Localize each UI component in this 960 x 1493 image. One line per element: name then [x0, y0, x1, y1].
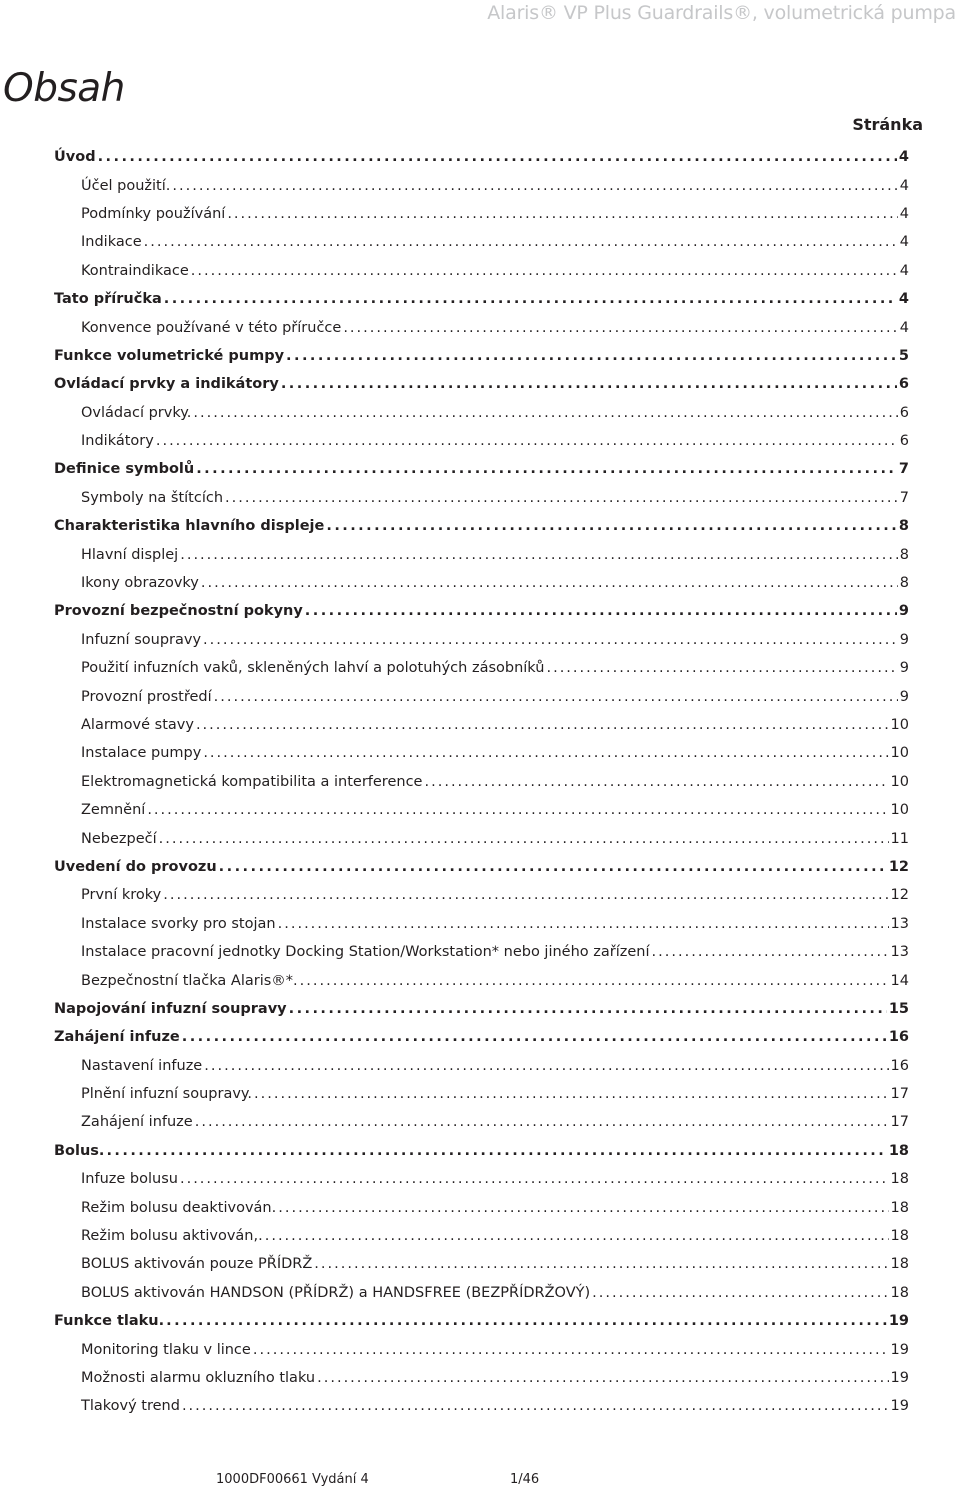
toc-entry-label: Indikátory	[81, 433, 154, 450]
toc-leader-dots	[317, 1370, 888, 1386]
toc-entry-label: Ikony obrazovky	[81, 575, 199, 592]
toc-subsection-entry[interactable]	[54, 171, 909, 199]
toc-section-entry[interactable]	[54, 597, 909, 625]
toc-entry-label: Monitoring tlaku v lince	[81, 1341, 251, 1358]
toc-subsection-entry[interactable]	[54, 313, 909, 341]
toc-entry-label: Instalace pracovní jednotky Docking Station/Workstation* nebo jiného zařízení	[81, 944, 650, 961]
toc-section-entry[interactable]	[54, 1023, 909, 1051]
toc-entry-label: Ovládací prvky a indikátory	[54, 376, 279, 393]
toc-leader-dots	[164, 291, 897, 307]
toc-leader-dots	[286, 348, 897, 364]
toc-section-entry[interactable]	[54, 1307, 909, 1335]
toc-subsection-entry[interactable]	[54, 682, 909, 710]
toc-entry-label: Nebezpečí	[81, 830, 157, 847]
toc-subsection-entry[interactable]	[54, 540, 909, 568]
toc-entry-page: 11	[890, 830, 909, 847]
toc-entry-label: Bezpečnostní tlačka Alaris®*.	[81, 972, 298, 989]
toc-entry-page: 10	[890, 773, 909, 790]
toc-subsection-entry[interactable]	[54, 626, 909, 654]
toc-entry-label: Zemnění	[81, 802, 146, 819]
toc-leader-dots	[219, 859, 887, 875]
toc-entry-page: 18	[888, 1142, 909, 1159]
toc-entry-page: 9	[898, 603, 909, 620]
toc-subsection-entry[interactable]	[54, 711, 909, 739]
toc-section-entry[interactable]	[54, 853, 909, 881]
toc-leader-dots	[182, 1029, 887, 1045]
toc-entry-page: 9	[899, 660, 909, 677]
toc-entry-page: 16	[890, 1057, 909, 1074]
toc-leader-dots	[254, 1086, 889, 1102]
toc-entry-page: 7	[898, 461, 909, 478]
toc-section-entry[interactable]	[54, 285, 909, 313]
toc-entry-page: 8	[899, 575, 909, 592]
toc-subsection-entry[interactable]	[54, 1364, 909, 1392]
toc-section-entry[interactable]	[54, 455, 909, 483]
toc-leader-dots	[278, 916, 889, 932]
toc-leader-dots	[424, 774, 888, 790]
toc-entry-label: BOLUS aktivován pouze PŘÍDRŽ	[81, 1256, 313, 1273]
toc-subsection-entry[interactable]	[54, 569, 909, 597]
toc-subsection-entry[interactable]	[54, 1222, 909, 1250]
toc-leader-dots	[195, 1114, 889, 1130]
toc-entry-page: 12	[888, 858, 909, 875]
toc-subsection-entry[interactable]	[54, 399, 909, 427]
toc-entry-page: 15	[888, 1000, 909, 1017]
toc-leader-dots	[182, 1398, 889, 1414]
toc-subsection-entry[interactable]	[54, 257, 909, 285]
toc-entry-label: Režim bolusu aktivován,.	[81, 1228, 263, 1245]
toc-leader-dots	[281, 376, 897, 392]
toc-entry-label: Provozní prostředí	[81, 688, 212, 705]
toc-entry-label: Instalace pumpy	[81, 745, 202, 762]
toc-entry-page: 13	[890, 915, 909, 932]
toc-subsection-entry[interactable]	[54, 1080, 909, 1108]
toc-subsection-entry[interactable]	[54, 910, 909, 938]
toc-leader-dots	[278, 1200, 888, 1216]
toc-leader-dots	[300, 973, 889, 989]
toc-entry-page: 16	[888, 1029, 909, 1046]
toc-subsection-entry[interactable]	[54, 1279, 909, 1307]
toc-leader-dots	[253, 1342, 889, 1358]
toc-entry-page: 18	[890, 1256, 909, 1273]
toc-leader-dots	[314, 1256, 888, 1272]
toc-subsection-entry[interactable]	[54, 1250, 909, 1278]
toc-entry-label: Elektromagnetická kompatibilita a interference	[81, 773, 423, 790]
toc-entry-page: 18	[890, 1284, 909, 1301]
toc-leader-dots	[203, 632, 898, 648]
toc-leader-dots	[163, 887, 888, 903]
toc-entry-page: 19	[890, 1369, 909, 1386]
toc-entry-page: 4	[898, 149, 909, 166]
toc-entry-label: Kontraindikace	[81, 262, 189, 279]
toc-section-entry[interactable]	[54, 370, 909, 398]
toc-entry-page: 9	[899, 631, 909, 648]
toc-leader-dots	[159, 831, 889, 847]
toc-entry-page: 4	[899, 262, 909, 279]
toc-entry-label: Režim bolusu deaktivován.	[81, 1199, 277, 1216]
toc-leader-dots	[546, 660, 897, 676]
toc-subsection-entry[interactable]	[54, 1165, 909, 1193]
page-number: 1/46	[510, 1472, 540, 1487]
toc-subsection-entry[interactable]	[54, 796, 909, 824]
toc-entry-page: 4	[899, 205, 909, 222]
toc-entry-label: Charakteristika hlavního displeje	[54, 518, 325, 535]
toc-leader-dots	[652, 944, 889, 960]
toc-entry-page: 19	[890, 1398, 909, 1415]
toc-entry-label: Infuze bolusu	[81, 1171, 178, 1188]
toc-leader-dots	[326, 518, 897, 534]
toc-leader-dots	[180, 547, 898, 563]
toc-leader-dots	[204, 1058, 888, 1074]
toc-entry-label: Funkce tlaku.	[54, 1313, 165, 1330]
toc-entry-page: 18	[890, 1228, 909, 1245]
toc-leader-dots	[156, 433, 898, 449]
toc-subsection-entry[interactable]	[54, 739, 909, 767]
toc-leader-dots	[98, 149, 897, 165]
toc-entry-label: Indikace	[81, 234, 142, 251]
toc-entry-label: Zahájení infuze	[81, 1114, 193, 1131]
toc-entry-page: 9	[899, 688, 909, 705]
toc-entry-label: BOLUS aktivován HANDSON (PŘÍDRŽ) a HANDSFREE (BEZPŘÍDRŽOVÝ)	[81, 1284, 591, 1301]
toc-section-entry[interactable]	[54, 143, 909, 171]
toc-entry-label: Úvod	[54, 149, 96, 166]
toc-subsection-entry[interactable]	[54, 966, 909, 994]
toc-leader-dots	[144, 234, 898, 250]
toc-subsection-entry[interactable]	[54, 200, 909, 228]
toc-entry-page: 4	[899, 234, 909, 251]
toc-subsection-entry[interactable]	[54, 768, 909, 796]
toc-subsection-entry[interactable]	[54, 654, 909, 682]
toc-subsection-entry[interactable]	[54, 881, 909, 909]
toc-leader-dots	[214, 689, 898, 705]
toc-entry-page: 7	[899, 489, 909, 506]
toc-subsection-entry[interactable]	[54, 938, 909, 966]
toc-entry-label: Možnosti alarmu okluzního tlaku	[81, 1369, 316, 1386]
toc-entry-page: 14	[890, 972, 909, 989]
toc-entry-label: Plnění infuzní soupravy.	[81, 1086, 253, 1103]
toc-subsection-entry[interactable]	[54, 1392, 909, 1420]
toc-leader-dots	[180, 1171, 889, 1187]
toc-subsection-entry[interactable]	[54, 228, 909, 256]
toc-subsection-entry[interactable]	[54, 484, 909, 512]
toc-entry-label: Použití infuzních vaků, skleněných lahví a polotuhých zásobníků	[81, 660, 545, 677]
toc-entry-page: 13	[890, 944, 909, 961]
page-title: Obsah	[3, 66, 125, 111]
toc-entry-label: Ovládací prvky.	[81, 404, 192, 421]
toc-leader-dots	[191, 263, 898, 279]
toc-section-entry[interactable]	[54, 512, 909, 540]
toc-leader-dots	[106, 1143, 886, 1159]
toc-entry-label: Bolus.	[54, 1142, 105, 1159]
toc-entry-label: První kroky	[81, 887, 162, 904]
toc-entry-label: Infuzní soupravy	[81, 631, 202, 648]
toc-section-entry[interactable]	[54, 995, 909, 1023]
toc-leader-dots	[225, 490, 898, 506]
document-number: 1000DF00661 Vydání 4	[216, 1472, 369, 1487]
toc-subsection-entry[interactable]	[54, 1193, 909, 1221]
toc-leader-dots	[305, 603, 897, 619]
toc-entry-page: 17	[890, 1114, 909, 1131]
toc-leader-dots	[166, 1313, 887, 1329]
toc-entry-page: 6	[898, 376, 909, 393]
toc-entry-label: Funkce volumetrické pumpy	[54, 347, 285, 364]
table-of-contents	[54, 143, 909, 1421]
toc-entry-label: Tlakový trend	[81, 1398, 180, 1415]
toc-entry-label: Napojování infuzní soupravy	[54, 1000, 287, 1017]
toc-entry-page: 12	[890, 887, 909, 904]
toc-subsection-entry[interactable]	[54, 824, 909, 852]
toc-subsection-entry[interactable]	[54, 427, 909, 455]
toc-entry-page: 18	[890, 1199, 909, 1216]
toc-leader-dots	[196, 717, 889, 733]
toc-entry-page: 4	[899, 319, 909, 336]
toc-entry-label: Podmínky používání	[81, 205, 226, 222]
page-column-label: Stránka	[852, 115, 923, 134]
toc-leader-dots	[592, 1285, 888, 1301]
toc-entry-page: 6	[899, 404, 909, 421]
toc-entry-page: 4	[899, 177, 909, 194]
toc-entry-label: Definice symbolů	[54, 461, 195, 478]
toc-entry-label: Provozní bezpečnostní pokyny	[54, 603, 303, 620]
toc-entry-page: 17	[890, 1086, 909, 1103]
toc-entry-page: 6	[899, 433, 909, 450]
toc-leader-dots	[343, 320, 897, 336]
toc-subsection-entry[interactable]	[54, 1108, 909, 1136]
toc-entry-page: 19	[888, 1313, 909, 1330]
toc-entry-page: 10	[890, 802, 909, 819]
toc-leader-dots	[172, 178, 897, 194]
toc-entry-label: Symboly na štítcích	[81, 489, 224, 506]
toc-entry-label: Nastavení infuze	[81, 1057, 203, 1074]
toc-entry-label: Alarmové stavy	[81, 717, 194, 733]
toc-subsection-entry[interactable]	[54, 1335, 909, 1363]
toc-leader-dots	[227, 206, 897, 222]
toc-entry-page: 8	[898, 518, 909, 535]
toc-leader-dots	[203, 745, 888, 761]
toc-entry-label: Účel použití.	[81, 177, 171, 194]
toc-entry-label: Konvence používané v této příručce	[81, 319, 342, 336]
toc-section-entry[interactable]	[54, 1137, 909, 1165]
toc-entry-label: Uvedení do provozu	[54, 858, 217, 875]
toc-entry-page: 18	[890, 1171, 909, 1188]
toc-entry-label: Instalace svorky pro stojan	[81, 915, 276, 932]
toc-entry-page: 8	[899, 546, 909, 563]
toc-entry-page: 4	[898, 291, 909, 308]
toc-leader-dots	[265, 1228, 889, 1244]
toc-subsection-entry[interactable]	[54, 1052, 909, 1080]
toc-leader-dots	[201, 575, 898, 591]
toc-leader-dots	[193, 405, 897, 421]
toc-leader-dots	[289, 1001, 887, 1017]
toc-entry-label: Tato příručka	[54, 291, 162, 308]
toc-section-entry[interactable]	[54, 342, 909, 370]
toc-entry-page: 10	[890, 745, 909, 762]
toc-leader-dots	[147, 802, 888, 818]
toc-entry-label: Zahájení infuze	[54, 1029, 180, 1046]
toc-entry-page: 5	[898, 347, 909, 364]
toc-entry-page: 10	[890, 717, 909, 733]
toc-entry-label: Hlavní displej	[81, 546, 179, 563]
document-header-title: Alaris® VP Plus Guardrails®, volumetrická pumpa	[487, 2, 956, 24]
toc-leader-dots	[196, 461, 897, 477]
toc-entry-page: 19	[890, 1341, 909, 1358]
